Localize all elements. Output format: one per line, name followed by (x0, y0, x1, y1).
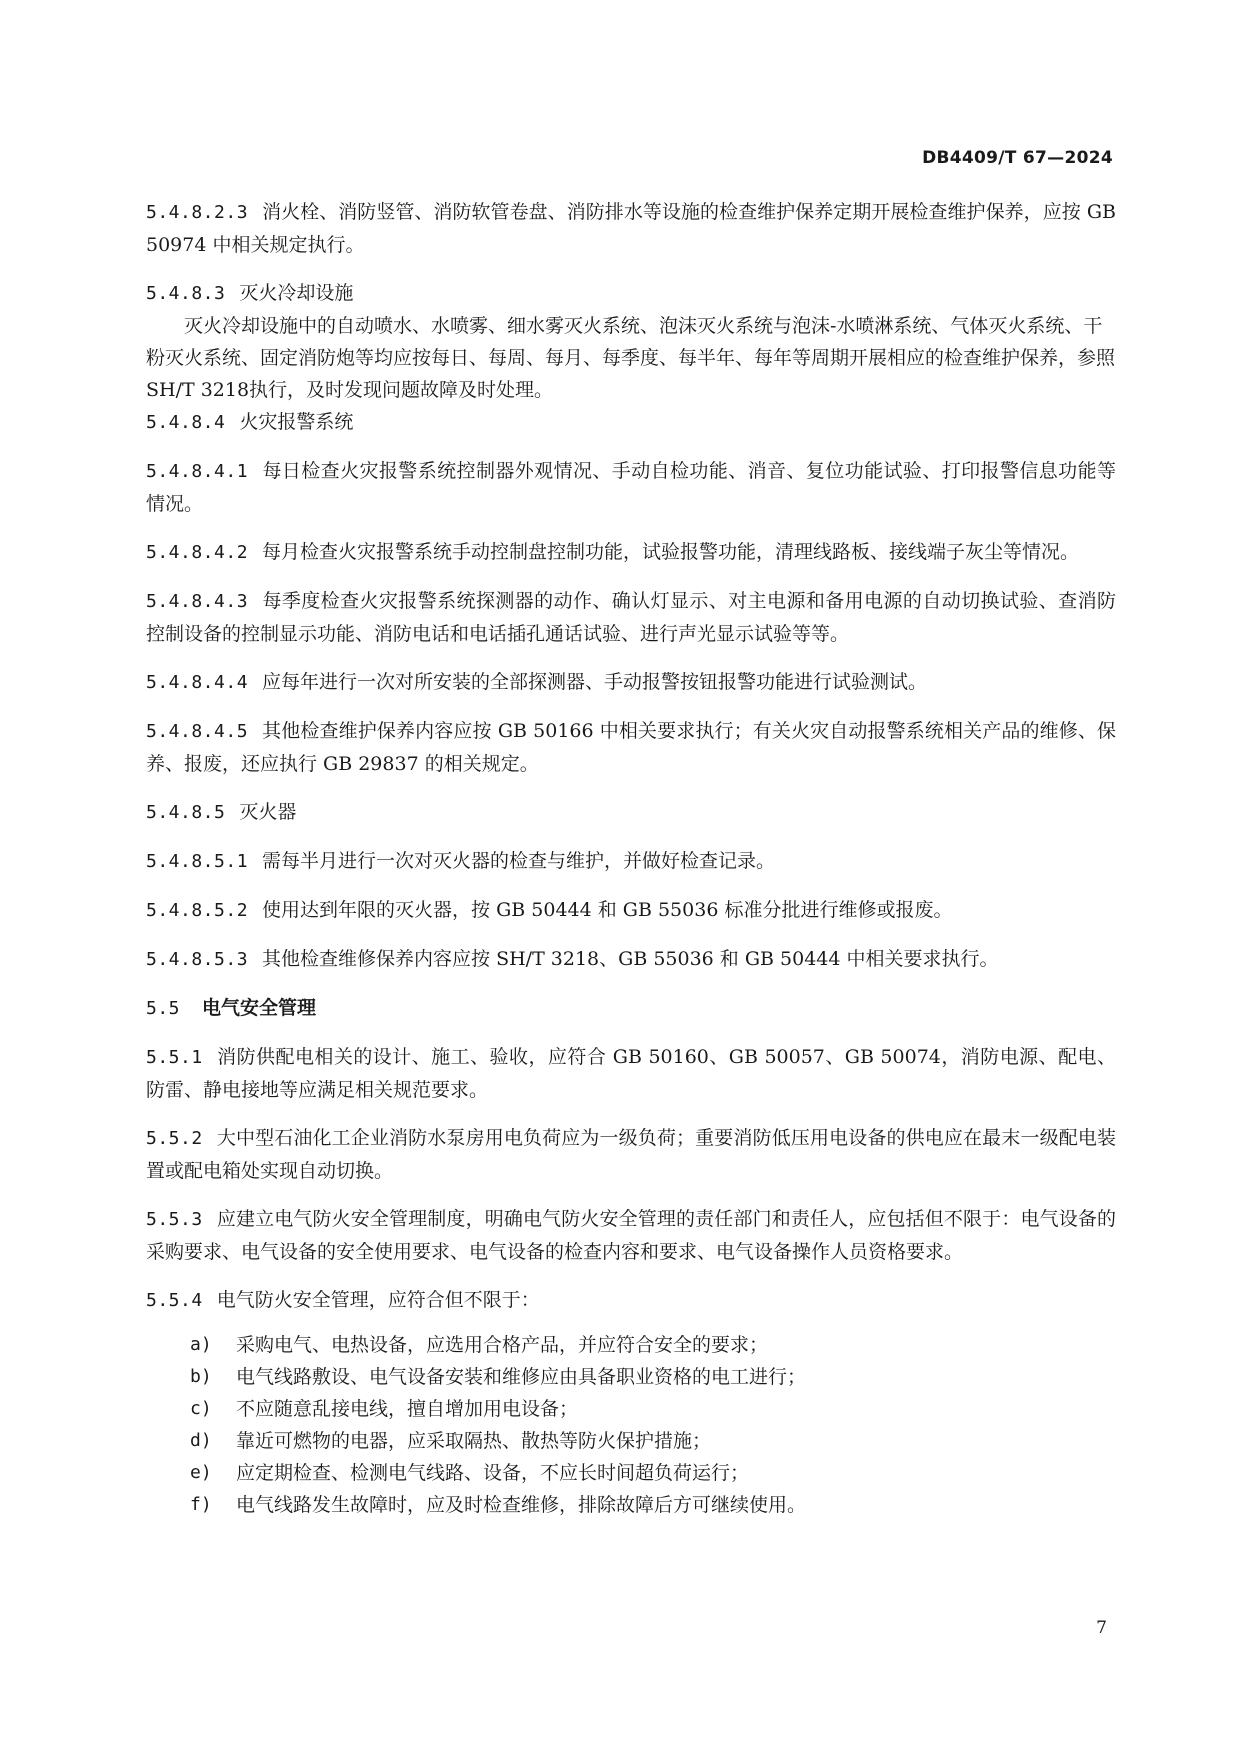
list-marker: d) (190, 1430, 212, 1451)
section-number: 5.5 (146, 998, 181, 1019)
section-title: 电气安全管理 (202, 997, 317, 1019)
clause-5-5-1 (146, 1041, 1116, 1106)
clause-number: 5.4.8.2.3 (146, 202, 249, 223)
clause-number: 5.5.3 (146, 1209, 203, 1230)
list-item-text: 采购电气、电热设备，应选用合格产品，并应符合安全的要求； (236, 1334, 769, 1356)
clause-5-4-8-5-1 (146, 845, 1116, 878)
list-item (190, 1425, 1116, 1457)
clause-text: 消火栓、消防竖管、消防软管卷盘、消防排水等设施的检查维护保养定期开展检查维护保养，应按 GB 50974 中相关规定执行。 (146, 201, 1116, 256)
list-item-text: 电气线路发生故障时，应及时检查维修，排除故障后方可继续使用。 (236, 1494, 807, 1516)
page-number: 7 (1096, 1618, 1107, 1638)
clause-text: 每月检查火灾报警系统手动控制盘控制功能，试验报警功能，清理线路板、接线端子灰尘等情况。 (262, 541, 1080, 563)
list-marker: e) (190, 1462, 212, 1483)
clause-5-4-8-5 (146, 796, 1116, 829)
list-marker: f) (190, 1494, 212, 1515)
clause-text: 应每年进行一次对所安装的全部探测器、手动报警按钮报警功能进行试验测试。 (262, 671, 928, 693)
clause-5-4-8-4-3 (146, 585, 1116, 650)
clause-body-paragraph: 灭火冷却设施中的自动喷水、水喷雾、细水雾灭火系统、泡沫灭火系统与泡沫-水喷淋系统、气体灭火系统、干粉灭火系统、固定消防炮等均应按每日、每周、每月、每季度、每半年、每年等周期开展相应的检查维护保养，参照SH/T 3218执行，及时发现问题故障及时处理。 (146, 315, 1116, 401)
list-item-text: 电气线路敷设、电气设备安装和维修应由具备职业资格的电工进行； (236, 1366, 807, 1388)
list-item-text: 靠近可燃物的电器，应采取隔热、散热等防火保护措施； (236, 1430, 712, 1452)
clause-heading: 火灾报警系统 (239, 411, 354, 433)
clause-5-4-8-4-5 (146, 715, 1116, 780)
clause-number: 5.4.8.5.3 (146, 949, 249, 970)
clause-heading: 灭火冷却设施 (239, 282, 354, 304)
list-item-text: 不应随意乱接电线，擅自增加用电设备； (236, 1398, 579, 1420)
clause-5-4-8-4 (146, 406, 1116, 439)
clause-number: 5.4.8.4 (146, 412, 226, 433)
section-5-5-heading (146, 992, 1116, 1025)
clause-number: 5.4.8.4.5 (146, 721, 249, 742)
clause-text: 消防供配电相关的设计、施工、验收，应符合 GB 50160、GB 50057、GB 50074，消防电源、配电、防雷、静电接地等应满足相关规范要求。 (146, 1046, 1117, 1101)
document-code-header: DB4409/T 67—2024 (922, 148, 1113, 168)
clause-number: 5.4.8.4.3 (146, 591, 249, 612)
clause-number: 5.4.8.5.1 (146, 851, 249, 872)
clause-number: 5.4.8.5 (146, 802, 226, 823)
clause-text: 需每半月进行一次对灭火器的检查与维护，并做好检查记录。 (262, 850, 776, 872)
list-item (190, 1361, 1116, 1393)
clause-number: 5.4.8.4.4 (146, 672, 249, 693)
clause-text: 每季度检查火灾报警系统探测器的动作、确认灯显示、对主电源和备用电源的自动切换试验、查消防控制设备的控制显示功能、消防电话和电话插孔通话试验、进行声光显示试验等等。 (146, 590, 1116, 645)
list-item (190, 1393, 1116, 1425)
clause-number: 5.4.8.3 (146, 283, 226, 304)
list-item (190, 1457, 1116, 1489)
clause-5-5-3 (146, 1203, 1116, 1268)
clause-number: 5.5.2 (146, 1128, 203, 1149)
list-item-text: 应定期检查、检测电气线路、设备，不应长时间超负荷运行； (236, 1462, 750, 1484)
list-item (190, 1329, 1116, 1361)
clause-5-4-8-5-2 (146, 894, 1116, 927)
clause-5-5-2 (146, 1122, 1116, 1187)
clause-text: 应建立电气防火安全管理制度，明确电气防火安全管理的责任部门和责任人，应包括但不限于：电气设备的采购要求、电气设备的安全使用要求、电气设备的检查内容和要求、电气设备操作人员资格要求。 (146, 1208, 1116, 1263)
list-marker: c) (190, 1398, 212, 1419)
clause-number: 5.5.4 (146, 1290, 203, 1311)
clause-text: 使用达到年限的灭火器，按 GB 50444 和 GB 55036 标准分批进行维修或报废。 (262, 899, 953, 921)
list-marker: a) (190, 1334, 212, 1355)
page-body (146, 196, 1116, 1521)
clause-number: 5.5.1 (146, 1047, 203, 1068)
clause-text: 其他检查维修保养内容应按 SH/T 3218、GB 55036 和 GB 50444 中相关要求执行。 (262, 948, 999, 970)
clause-number: 5.4.8.4.1 (146, 461, 249, 482)
clause-text: 大中型石油化工企业消防水泵房用电负荷应为一级负荷；重要消防低压用电设备的供电应在最末一级配电装置或配电箱处实现自动切换。 (146, 1127, 1116, 1182)
clause-5-4-8-4-4 (146, 666, 1116, 699)
clause-heading: 灭火器 (239, 801, 297, 823)
clause-text: 其他检查维护保养内容应按 GB 50166 中相关要求执行；有关火灾自动报警系统相关产品的维修、保养、报废，还应执行 GB 29837 的相关规定。 (146, 720, 1116, 775)
clause-5-4-8-4-1 (146, 455, 1116, 520)
clause-text: 电气防火安全管理，应符合但不限于： (216, 1289, 540, 1311)
clause-number: 5.4.8.4.2 (146, 542, 249, 563)
list-marker: b) (190, 1366, 212, 1387)
clause-5-4-8-2-3 (146, 196, 1116, 261)
clause-5-4-8-5-3 (146, 943, 1116, 976)
clause-number: 5.4.8.5.2 (146, 900, 249, 921)
clause-text: 每日检查火灾报警系统控制器外观情况、手动自检功能、消音、复位功能试验、打印报警信息功能等情况。 (146, 460, 1116, 515)
list-item (190, 1489, 1116, 1521)
clause-5-5-4 (146, 1284, 1116, 1317)
requirements-list (146, 1329, 1116, 1521)
clause-5-4-8-4-2 (146, 536, 1116, 569)
clause-5-4-8-3 (146, 277, 1116, 310)
